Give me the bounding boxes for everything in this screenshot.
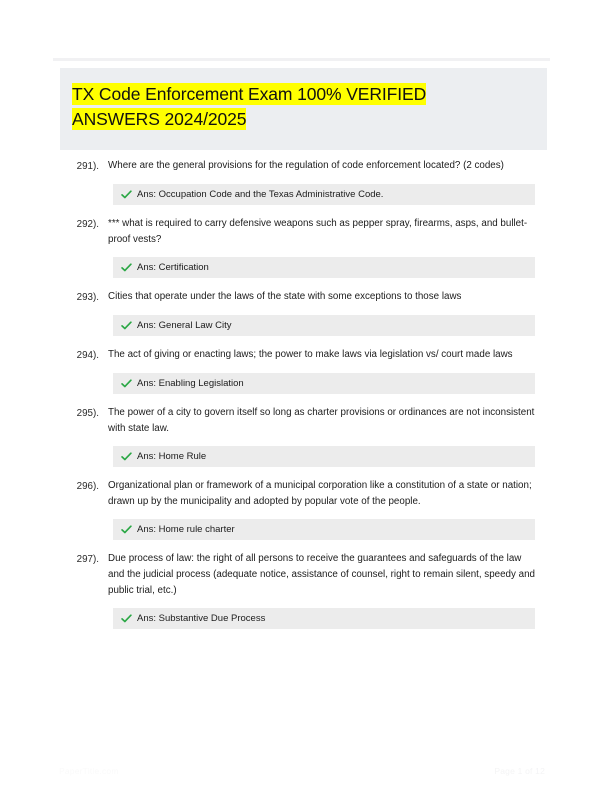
page-top-divider (53, 58, 550, 61)
answer-bar (113, 446, 535, 467)
answer-text: Ans: Home Rule (137, 451, 207, 462)
answer-text: Ans: Occupation Code and the Texas Administrative Code. (137, 189, 384, 200)
qa-block (53, 289, 553, 336)
page-footer (53, 766, 553, 776)
answer-bar (113, 315, 535, 336)
question-row (53, 216, 553, 248)
answer-bar (113, 373, 535, 394)
check-icon (121, 524, 132, 535)
answer-text: Ans: Home rule charter (137, 524, 235, 535)
question-row (53, 158, 553, 175)
question-text: *** what is required to carry defensive weapons such as pepper spray, firearms, asps, and bullet-proof vests? (108, 218, 528, 245)
document-page (53, 0, 553, 800)
answer-text: Ans: Certification (137, 262, 209, 273)
question-text: Organizational plan or framework of a municipal corporation like a constitution of a state or nation; drawn up by the municipality and adopted by popular vote of the people. (108, 480, 532, 507)
question-number: 293). (76, 292, 99, 303)
question-row (53, 405, 553, 437)
check-icon (121, 613, 132, 624)
title-second-line: ANSWERS 2024/2025 (72, 109, 247, 129)
question-number: 296). (76, 481, 99, 492)
check-icon (121, 451, 132, 462)
footer-watermark: PaperTitle.com (59, 766, 119, 776)
question-text: Where are the general provisions for the regulation of code enforcement located? (2 codes) (108, 160, 504, 171)
page-title (72, 82, 535, 132)
question-list (53, 158, 553, 640)
check-icon (121, 320, 132, 331)
check-icon (121, 189, 132, 200)
footer-page-number: Page 1 of 12 (494, 766, 545, 776)
question-number: 291). (76, 161, 99, 172)
question-text: Due process of law: the right of all persons to receive the guarantees and safeguards of the law and the judicial process (adequate notice, assistance of counsel, right to remain silent, speedy and public trial, etc.) (108, 553, 535, 596)
question-text: The power of a city to govern itself so long as charter provisions or ordinances are not inconsistent with state law. (108, 407, 535, 434)
check-icon (121, 262, 132, 273)
answer-text: Ans: General Law City (137, 320, 232, 331)
question-row (53, 478, 553, 510)
document-header-band (60, 68, 547, 150)
qa-block (53, 347, 553, 394)
answer-bar (113, 519, 535, 540)
title-highlighted-part: TX Code Enforcement Exam 100% VERIFIED (72, 84, 427, 104)
qa-block (53, 551, 553, 629)
answer-bar (113, 257, 535, 278)
question-text: Cities that operate under the laws of the state with some exceptions to those laws (108, 291, 462, 302)
question-row (53, 347, 553, 364)
question-text: The act of giving or enacting laws; the power to make laws via legislation vs/ court made laws (108, 349, 513, 360)
qa-block (53, 405, 553, 467)
question-number: 297). (76, 554, 99, 565)
question-number: 294). (76, 350, 99, 361)
qa-block (53, 216, 553, 278)
question-row (53, 551, 553, 599)
qa-block (53, 478, 553, 540)
qa-block (53, 158, 553, 205)
question-number: 292). (76, 219, 99, 230)
answer-bar (113, 608, 535, 629)
answer-text: Ans: Substantive Due Process (137, 613, 266, 624)
answer-text: Ans: Enabling Legislation (137, 378, 244, 389)
question-number: 295). (76, 408, 99, 419)
check-icon (121, 378, 132, 389)
answer-bar (113, 184, 535, 205)
question-row (53, 289, 553, 306)
